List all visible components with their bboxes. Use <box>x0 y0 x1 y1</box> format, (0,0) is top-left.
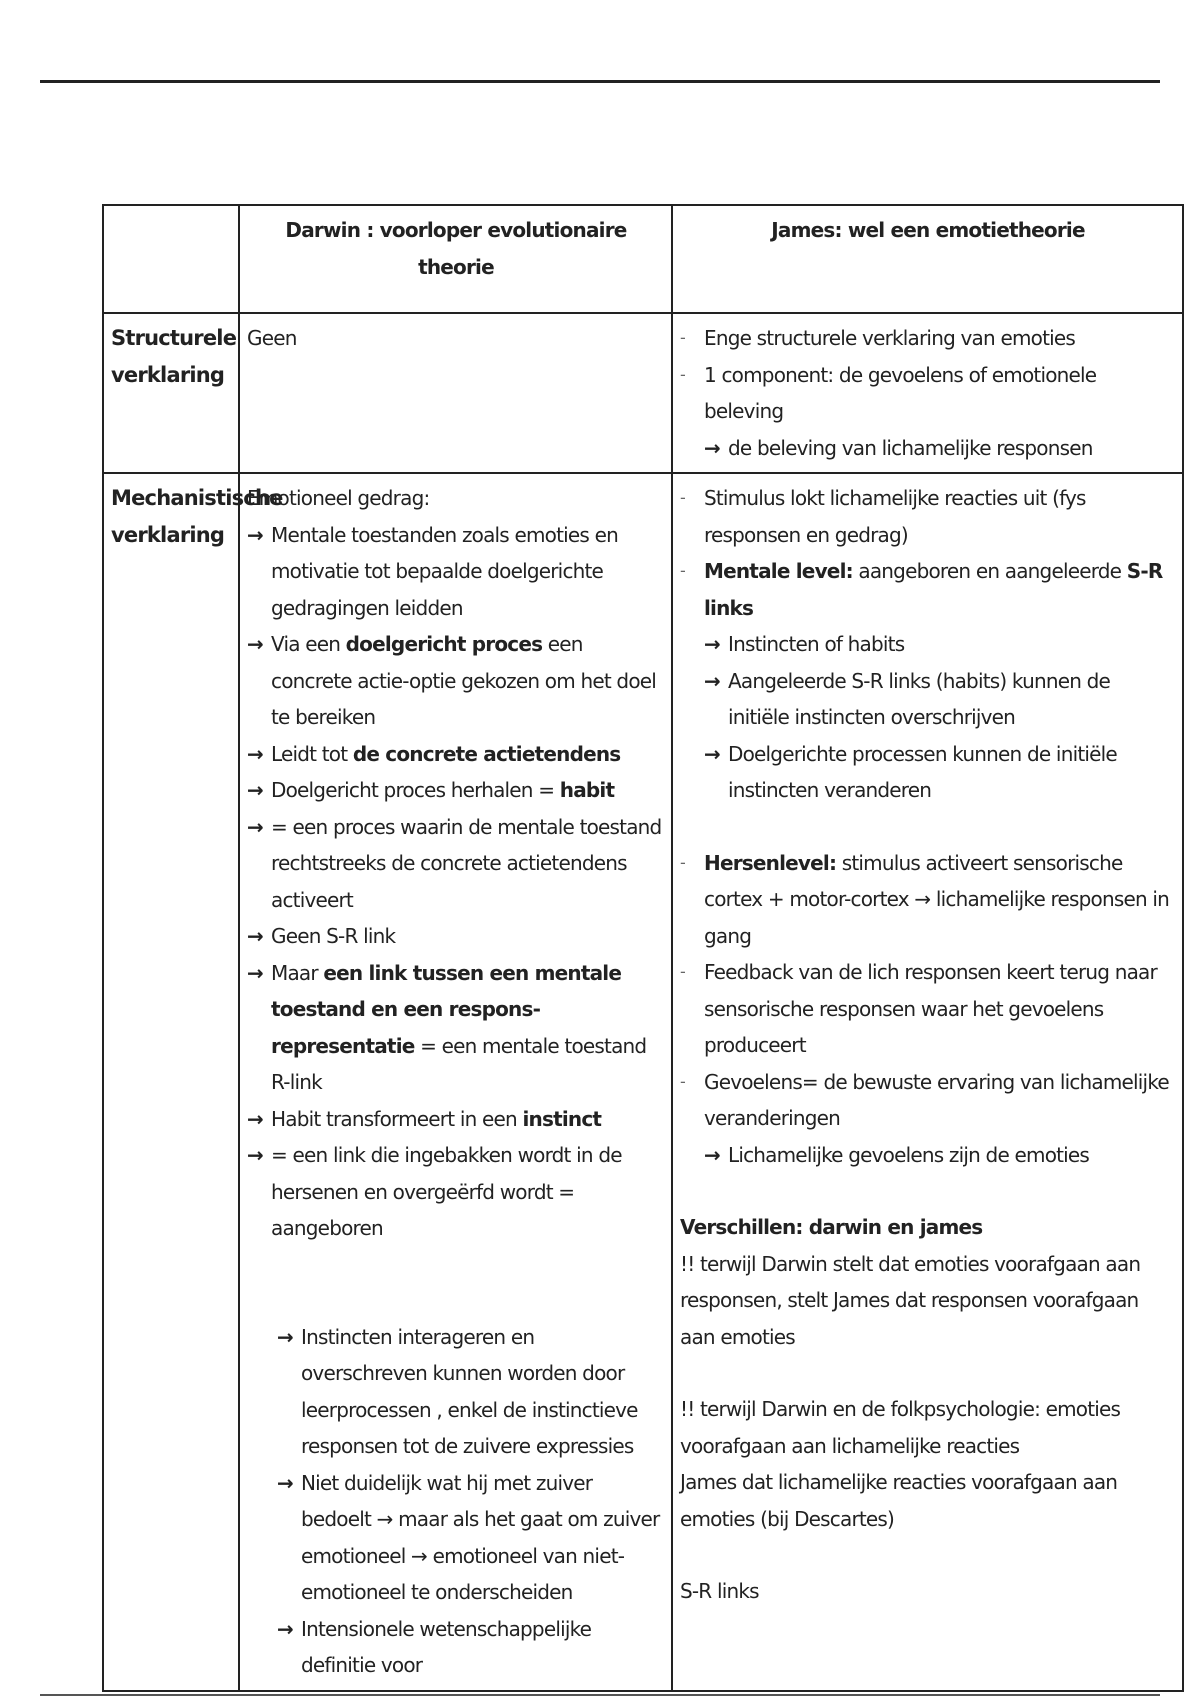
table-row-structural <box>103 313 1183 473</box>
cell-james-structural <box>672 313 1183 473</box>
arrow-item: → Doelgericht proces herhalen = habit <box>247 772 665 809</box>
arrow-item: → Niet duidelijk wat hij met zuiver bedoelt → maar als het gaat om zuiver emotioneel → emotioneel van niet-emotioneel te onderscheiden <box>277 1465 665 1611</box>
difference-text: James dat lichamelijke reacties voorafgaan aan emoties (bij Descartes) <box>680 1470 1118 1531</box>
difference-text: !! terwijl Darwin stelt dat emoties voorafgaan aan responsen, stelt James dat responsen voorafgaan aan emoties <box>680 1251 1141 1349</box>
header-james: James: wel een emotietheorie <box>672 205 1183 313</box>
list-item: - Stimulus lokt lichamelijke reacties uit (fys responsen en gedrag) <box>680 480 1176 553</box>
difference-text: !! terwijl Darwin en de folkpsychologie: emoties voorafgaan aan lichamelijke reacties <box>680 1397 1121 1458</box>
row-label-mechanistic: Mechanistische verklaring <box>103 473 239 1691</box>
header-darwin: Darwin : voorloper evolutionaire theorie <box>239 205 672 313</box>
comparison-table <box>102 204 1184 1692</box>
row-label-structural: Structurele verklaring <box>103 313 239 473</box>
arrow-item: → = een link die ingebakken wordt in de hersenen en overgeërfd wordt = aangeboren <box>247 1137 665 1247</box>
arrow-item: → de beleving van lichamelijke responsen <box>704 430 1176 467</box>
list-item: - Gevoelens= de bewuste ervaring van lichamelijke veranderingen → Lichamelijke gevoelens zijn de emoties <box>680 1064 1176 1174</box>
arrow-item: → Intensionele wetenschappelijke definitie voor <box>277 1611 665 1684</box>
arrow-item: → = een proces waarin de mentale toestand rechtstreeks de concrete actietendens activeert <box>247 809 665 919</box>
darwin-intro: Emotioneel gedrag: <box>247 486 430 510</box>
cell-darwin-structural: Geen <box>239 313 672 473</box>
arrow-item: → Via een doelgericht proces een concrete actie-optie gekozen om het doel te bereiken <box>247 626 665 736</box>
differences-title: Verschillen: darwin en james <box>680 1215 983 1239</box>
cell-darwin-mechanistic <box>239 473 672 1691</box>
bottom-rule <box>40 1694 1160 1696</box>
top-rule <box>40 80 1160 83</box>
arrow-item: → Instincten interageren en overschreven kunnen worden door leerprocessen , enkel de instinctieve responsen tot de zuivere expressies <box>277 1319 665 1465</box>
list-item: - 1 component: de gevoelens of emotionele beleving → de beleving van lichamelijke responsen <box>680 357 1176 467</box>
arrow-item: → Aangeleerde S-R links (habits) kunnen de initiële instincten overschrijven <box>704 663 1176 736</box>
header-empty-cell <box>103 205 239 313</box>
arrow-item: → Habit transformeert in een instinct <box>247 1101 665 1138</box>
cell-james-mechanistic <box>672 473 1183 1691</box>
table-header-row <box>103 205 1183 313</box>
sr-links-note: S-R links <box>680 1579 759 1603</box>
list-item: - Feedback van de lich responsen keert terug naar sensorische responsen waar het gevoelens produceert <box>680 954 1176 1064</box>
list-item: - Mentale level: aangeboren en aangeleerde S-R links → Instincten of habits → Aangeleerde S-R links (habits) kunnen de initiële instincten overschrijven → Doelgerichte processen kunnen de initiële instincten veranderen <box>680 553 1176 809</box>
arrow-item: → Lichamelijke gevoelens zijn de emoties <box>704 1137 1176 1174</box>
arrow-item: → Leidt tot de concrete actietendens <box>247 736 665 773</box>
arrow-item: → Doelgerichte processen kunnen de initiële instincten veranderen <box>704 736 1176 809</box>
arrow-item: → Mentale toestanden zoals emoties en motivatie tot bepaalde doelgerichte gedragingen leidden <box>247 517 665 627</box>
arrow-item: → Maar een link tussen een mentale toestand en een respons-representatie = een mentale toestand R-link <box>247 955 665 1101</box>
arrow-item: → Instincten of habits <box>704 626 1176 663</box>
list-item: - Hersenlevel: stimulus activeert sensorische cortex + motor-cortex → lichamelijke responsen in gang <box>680 845 1176 955</box>
table-row-mechanistic <box>103 473 1183 1691</box>
list-item: - Enge structurele verklaring van emoties <box>680 320 1176 357</box>
arrow-item: → Geen S-R link <box>247 918 665 955</box>
